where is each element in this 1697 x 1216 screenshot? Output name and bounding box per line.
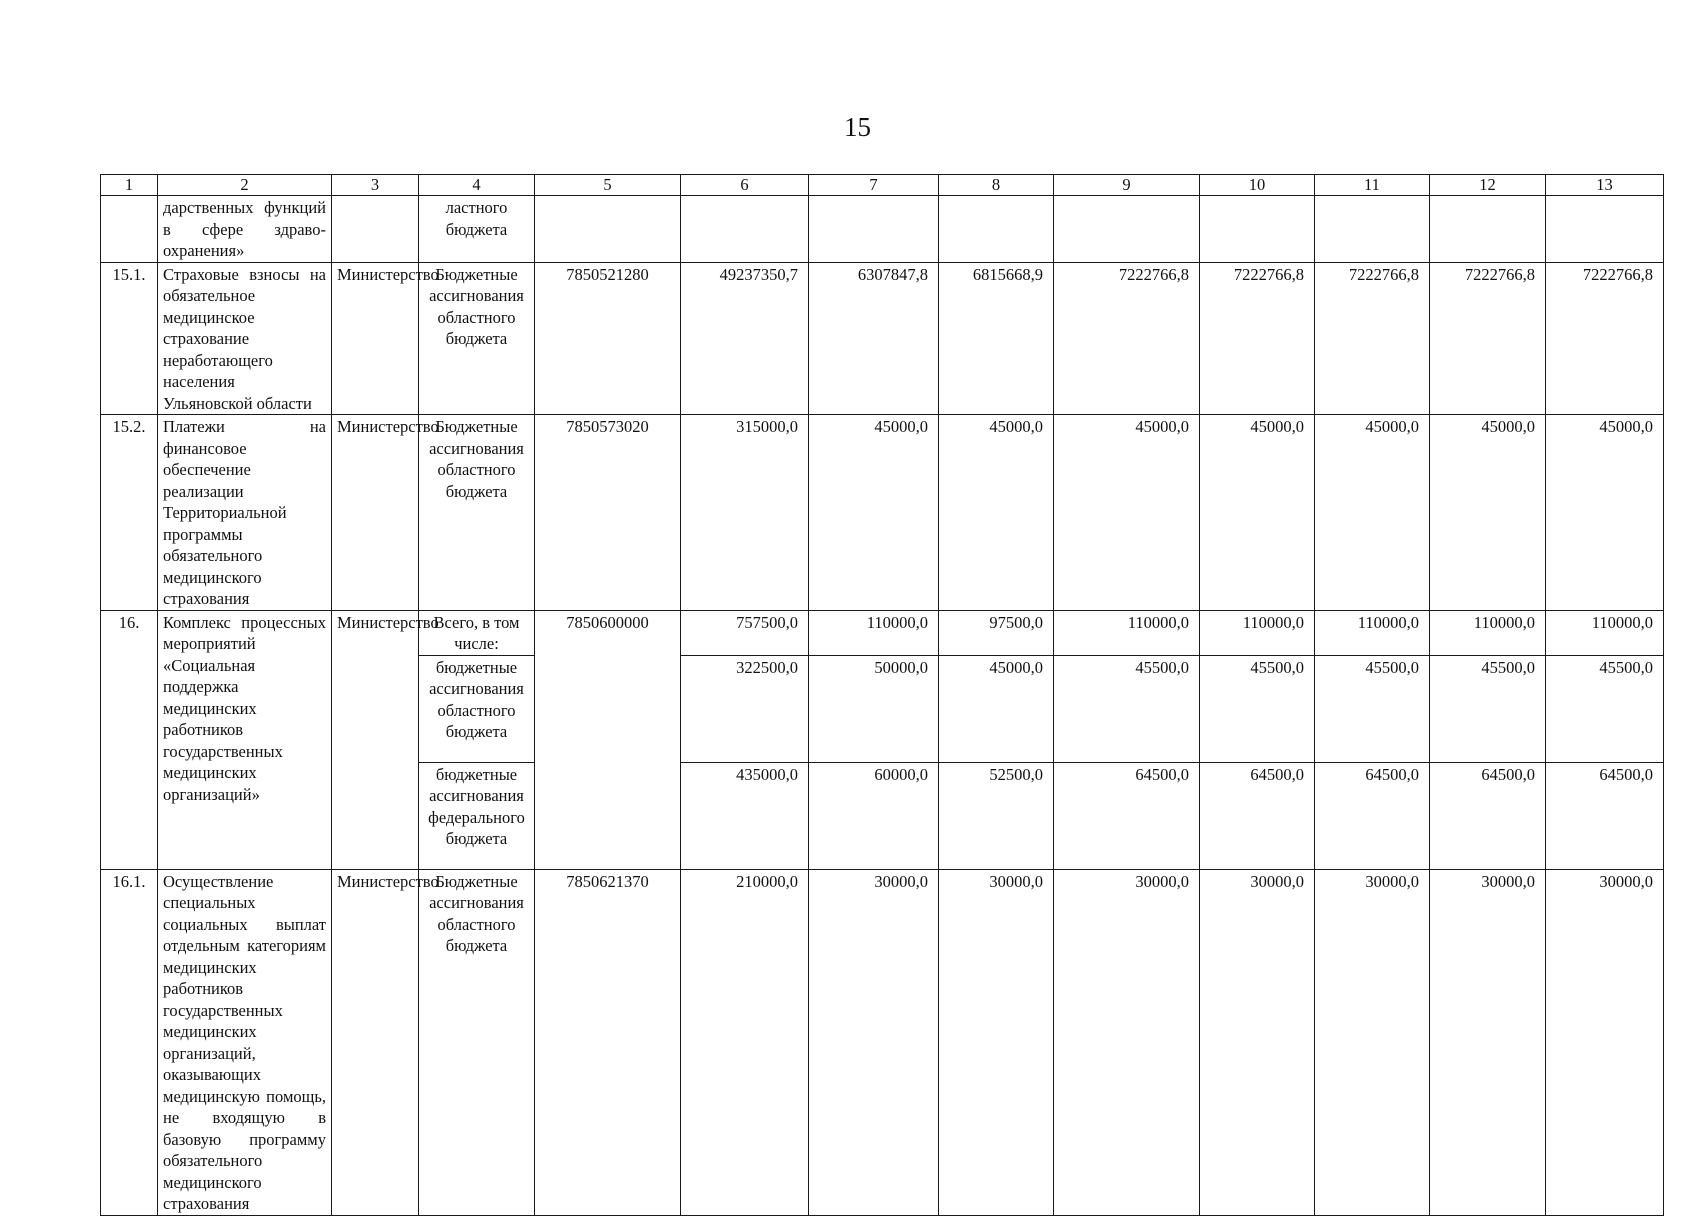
code-cell: 7850600000 [535, 610, 681, 869]
table-row-16-total [101, 610, 1664, 655]
value-cell: 6815668,9 [939, 262, 1054, 415]
funding-source-cell: бюджетные ассигнования областного бюджета [419, 655, 535, 762]
value-cell: 30000,0 [809, 869, 939, 1215]
funding-source-cell: Всего, в том числе: [419, 610, 535, 655]
table-row-15-2 [101, 415, 1664, 611]
column-number: 10 [1200, 175, 1315, 196]
value-cell: 45000,0 [1200, 415, 1315, 611]
value-cell: 6307847,8 [809, 262, 939, 415]
measure-name-cell: Осуществление специальных социальных выплат отдельным категориям медицинских работников государственных медицинских организаций, оказывающих медицинскую помощь, не входящую в базовую программу обязательного медицинского страхования [158, 869, 332, 1215]
value-cell: 60000,0 [809, 762, 939, 869]
value-cell: 110000,0 [1546, 610, 1664, 655]
measure-name-cell: дарственных функций в сфере здравоохранения» [158, 196, 332, 263]
column-number: 7 [809, 175, 939, 196]
value-cell: 435000,0 [681, 762, 809, 869]
value-cell: 45000,0 [939, 415, 1054, 611]
value-cell: 45500,0 [1054, 655, 1200, 762]
value-cell: 45500,0 [1546, 655, 1664, 762]
column-number: 5 [535, 175, 681, 196]
value-cell: 30000,0 [1546, 869, 1664, 1215]
value-cell: 210000,0 [681, 869, 809, 1215]
executor-cell: Министерство [332, 415, 419, 611]
value-cell: 110000,0 [809, 610, 939, 655]
table-row-15-1 [101, 262, 1664, 415]
value-cell: 64500,0 [1054, 762, 1200, 869]
value-cell: 30000,0 [1200, 869, 1315, 1215]
value-cell: 757500,0 [681, 610, 809, 655]
value-cell: 30000,0 [939, 869, 1054, 1215]
column-number: 6 [681, 175, 809, 196]
table-row-16-1 [101, 869, 1664, 1215]
value-cell [1200, 196, 1315, 263]
column-number-row [101, 175, 1664, 196]
value-cell: 7222766,8 [1315, 262, 1430, 415]
value-cell [1430, 196, 1546, 263]
row-number-cell: 15.1. [101, 262, 158, 415]
column-number: 9 [1054, 175, 1200, 196]
value-cell: 322500,0 [681, 655, 809, 762]
executor-cell: Министерство [332, 262, 419, 415]
value-cell: 45000,0 [1546, 415, 1664, 611]
column-number: 11 [1315, 175, 1430, 196]
value-cell: 45000,0 [1430, 415, 1546, 611]
executor-cell: Министерство [332, 869, 419, 1215]
page-number: 15 [844, 112, 871, 142]
column-number: 4 [419, 175, 535, 196]
funding-source-cell: Бюджетные ассигнования областного бюджета [419, 869, 535, 1215]
row-number-cell: 16.1. [101, 869, 158, 1215]
value-cell: 110000,0 [1200, 610, 1315, 655]
row-number-cell [101, 196, 158, 263]
value-cell: 64500,0 [1430, 762, 1546, 869]
value-cell: 30000,0 [1430, 869, 1546, 1215]
value-cell: 45500,0 [1430, 655, 1546, 762]
executor-cell [332, 196, 419, 263]
funding-source-cell: бюджетные ассигнования федерального бюджета [419, 762, 535, 869]
funding-source-cell: Бюджетные ассигнования областного бюджета [419, 262, 535, 415]
value-cell: 64500,0 [1315, 762, 1430, 869]
column-number: 8 [939, 175, 1054, 196]
value-cell [939, 196, 1054, 263]
value-cell: 315000,0 [681, 415, 809, 611]
value-cell: 52500,0 [939, 762, 1054, 869]
value-cell: 110000,0 [1430, 610, 1546, 655]
value-cell [809, 196, 939, 263]
table-row-continuation [101, 196, 1664, 263]
value-cell: 64500,0 [1546, 762, 1664, 869]
value-cell: 45000,0 [809, 415, 939, 611]
executor-cell: Министерство [332, 610, 419, 869]
value-cell: 110000,0 [1054, 610, 1200, 655]
row-number-cell: 15.2. [101, 415, 158, 611]
value-cell: 7222766,8 [1054, 262, 1200, 415]
value-cell [1546, 196, 1664, 263]
value-cell: 45500,0 [1200, 655, 1315, 762]
value-cell: 64500,0 [1200, 762, 1315, 869]
column-number: 13 [1546, 175, 1664, 196]
value-cell: 30000,0 [1054, 869, 1200, 1215]
measure-name-cell: Комплекс процессных мероприятий «Социальная поддержка медицинских работников государственных медицинских организаций» [158, 610, 332, 869]
value-cell: 7222766,8 [1200, 262, 1315, 415]
value-cell: 110000,0 [1315, 610, 1430, 655]
value-cell: 97500,0 [939, 610, 1054, 655]
measure-name-cell: Страховые взносы на обязательное медицинское страхование неработающего населения Ульяновской области [158, 262, 332, 415]
measure-name-cell: Платежи на финансовое обеспечение реализации Территориальной программы обязательного медицинского страхования [158, 415, 332, 611]
row-number-cell: 16. [101, 610, 158, 869]
code-cell: 7850573020 [535, 415, 681, 611]
funding-source-cell: Бюджетные ассигнования областного бюджета [419, 415, 535, 611]
code-cell: 7850521280 [535, 262, 681, 415]
value-cell: 45000,0 [1054, 415, 1200, 611]
value-cell [681, 196, 809, 263]
budget-table [100, 174, 1664, 1216]
code-cell [535, 196, 681, 263]
value-cell: 45000,0 [1315, 415, 1430, 611]
column-number: 2 [158, 175, 332, 196]
value-cell: 45500,0 [1315, 655, 1430, 762]
value-cell [1054, 196, 1200, 263]
code-cell: 7850621370 [535, 869, 681, 1215]
column-number: 12 [1430, 175, 1546, 196]
value-cell: 30000,0 [1315, 869, 1430, 1215]
funding-source-cell: ластного бюджета [419, 196, 535, 263]
value-cell: 49237350,7 [681, 262, 809, 415]
value-cell [1315, 196, 1430, 263]
value-cell: 7222766,8 [1546, 262, 1664, 415]
column-number: 1 [101, 175, 158, 196]
value-cell: 7222766,8 [1430, 262, 1546, 415]
value-cell: 45000,0 [939, 655, 1054, 762]
value-cell: 50000,0 [809, 655, 939, 762]
column-number: 3 [332, 175, 419, 196]
